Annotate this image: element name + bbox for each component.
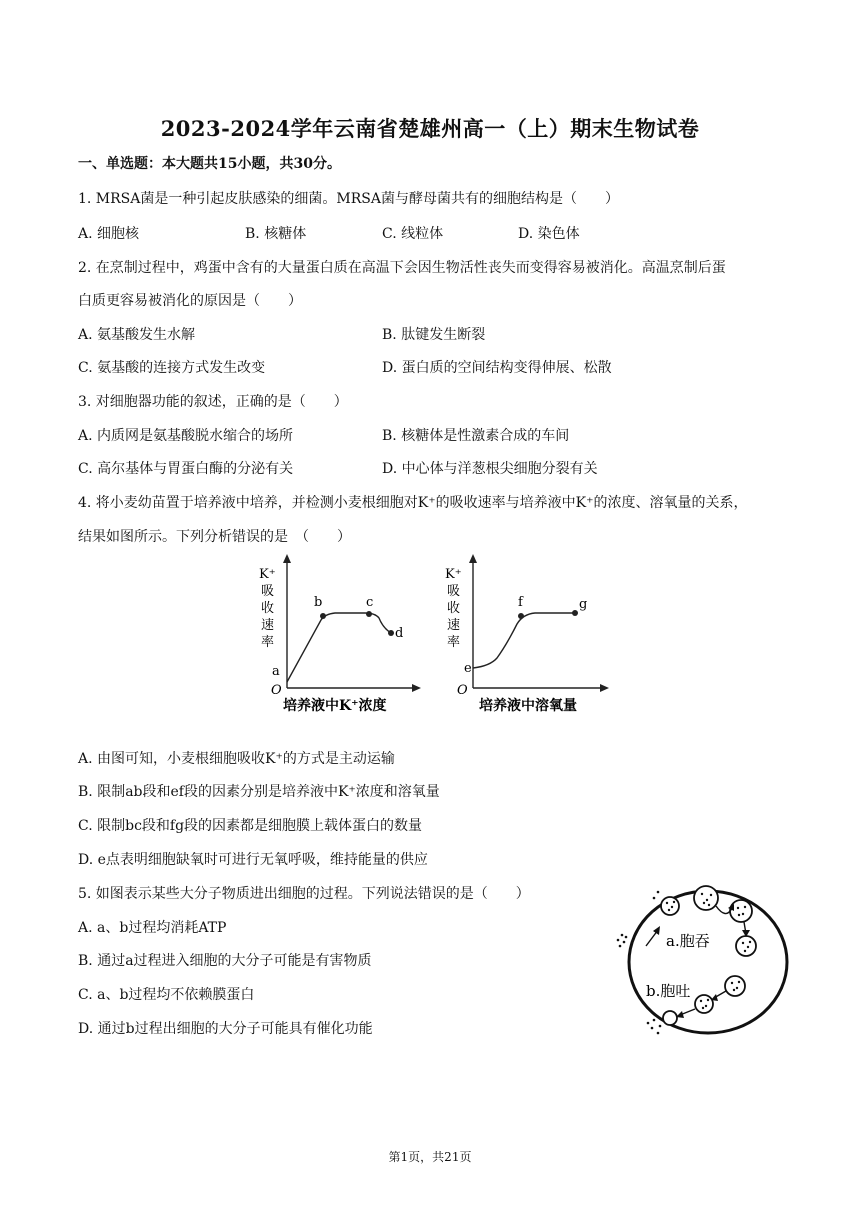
point-f-label: f bbox=[518, 595, 523, 610]
graph-right bbox=[445, 554, 609, 714]
figure-endocytosis-exocytosis bbox=[608, 880, 798, 1045]
point-a-label: a bbox=[272, 664, 280, 679]
point-e-label: e bbox=[464, 661, 472, 676]
left-ylabel-5: 率 bbox=[261, 635, 275, 650]
q2-option-d: D. 蛋白质的空间结构变得伸展、松散 bbox=[382, 360, 612, 376]
left-origin: O bbox=[271, 683, 282, 698]
right-ylabel-5: 率 bbox=[447, 635, 461, 650]
q5-option-c: C. a、b过程均不依赖膜蛋白 bbox=[78, 987, 255, 1003]
q2-option-c: C. 氨基酸的连接方式发生改变 bbox=[78, 360, 266, 376]
right-ylabel-3: 收 bbox=[447, 601, 461, 616]
figure-k-uptake-graphs bbox=[245, 548, 625, 720]
point-d-label: d bbox=[395, 626, 404, 641]
q4-option-b: B. 限制ab段和ef段的因素分别是培养液中K⁺浓度和溶氧量 bbox=[78, 784, 440, 800]
q3-option-a: A. 内质网是氨基酸脱水缩合的场所 bbox=[78, 428, 294, 444]
point-b-label: b bbox=[314, 595, 323, 610]
q4-option-d: D. e点表明细胞缺氧时可进行无氧呼吸，维持能量的供应 bbox=[78, 852, 428, 868]
question-2-stem-line2: 白质更容易被消化的原因是（ ） bbox=[78, 293, 302, 309]
left-ylabel-4: 速 bbox=[261, 618, 275, 633]
section-heading: 一、单选题：本大题共15小题，共30分。 bbox=[78, 156, 341, 172]
q4-option-a: A. 由图可知，小麦根细胞吸收K⁺的方式是主动运输 bbox=[78, 751, 395, 767]
right-xlabel: 培养液中溶氧量 bbox=[479, 698, 577, 714]
point-c-label: c bbox=[366, 595, 374, 610]
right-origin: O bbox=[457, 683, 468, 698]
q1-option-a: A. 细胞核 bbox=[78, 226, 140, 242]
q1-option-c: C. 线粒体 bbox=[382, 226, 444, 242]
q3-option-b: B. 核糖体是性激素合成的车间 bbox=[382, 428, 570, 444]
question-1-stem: 1. MRSA菌是一种引起皮肤感染的细菌。MRSA菌与酵母菌共有的细胞结构是（ ） bbox=[78, 191, 619, 207]
question-2-stem-line1: 2. 在烹制过程中，鸡蛋中含有的大量蛋白质在高温下会因生物活性丧失而变得容易被消化。高温烹制后蛋 bbox=[78, 260, 726, 276]
q5-option-b: B. 通过a过程进入细胞的大分子可能是有害物质 bbox=[78, 953, 372, 969]
question-5-stem: 5. 如图表示某些大分子物质进出细胞的过程。下列说法错误的是（ ） bbox=[78, 886, 530, 902]
right-ylabel-2: 吸 bbox=[447, 584, 461, 599]
q1-option-d: D. 染色体 bbox=[518, 226, 580, 242]
q4-option-c: C. 限制bc段和fg段的因素都是细胞膜上载体蛋白的数量 bbox=[78, 818, 423, 834]
graph-left bbox=[259, 554, 421, 714]
q2-option-a: A. 氨基酸发生水解 bbox=[78, 327, 196, 343]
question-4-stem-line1: 4. 将小麦幼苗置于培养液中培养，并检测小麦根细胞对K⁺的吸收速率与培养液中K⁺的浓度、溶氧量的关系， bbox=[78, 495, 748, 511]
left-ylabel-3: 收 bbox=[261, 601, 275, 616]
question-3-stem: 3. 对细胞器功能的叙述，正确的是（ ） bbox=[78, 394, 348, 410]
right-ylabel-4: 速 bbox=[447, 618, 461, 633]
page-footer: 第1页，共21页 bbox=[388, 1150, 472, 1164]
q5-option-d: D. 通过b过程出细胞的大分子可能具有催化功能 bbox=[78, 1021, 373, 1037]
right-ylabel-1: K⁺ bbox=[445, 567, 462, 582]
q3-option-d: D. 中心体与洋葱根尖细胞分裂有关 bbox=[382, 461, 598, 477]
page-title: 2023-2024学年云南省楚雄州高一（上）期末生物试卷 bbox=[160, 116, 700, 141]
q1-option-b: B. 核糖体 bbox=[245, 226, 307, 242]
left-ylabel-2: 吸 bbox=[261, 584, 275, 599]
left-xlabel: 培养液中K⁺浓度 bbox=[283, 698, 387, 714]
q2-option-b: B. 肽键发生断裂 bbox=[382, 327, 486, 343]
label-b-exocytosis: b.胞吐 bbox=[646, 982, 691, 1000]
label-a-endocytosis: a.胞吞 bbox=[666, 932, 710, 950]
q5-option-a: A. a、b过程均消耗ATP bbox=[78, 920, 227, 936]
point-g-label: g bbox=[579, 597, 588, 612]
left-ylabel-1: K⁺ bbox=[259, 567, 276, 582]
question-4-stem-line2: 结果如图所示。下列分析错误的是 （ ） bbox=[78, 529, 351, 545]
q3-option-c: C. 高尔基体与胃蛋白酶的分泌有关 bbox=[78, 461, 294, 477]
